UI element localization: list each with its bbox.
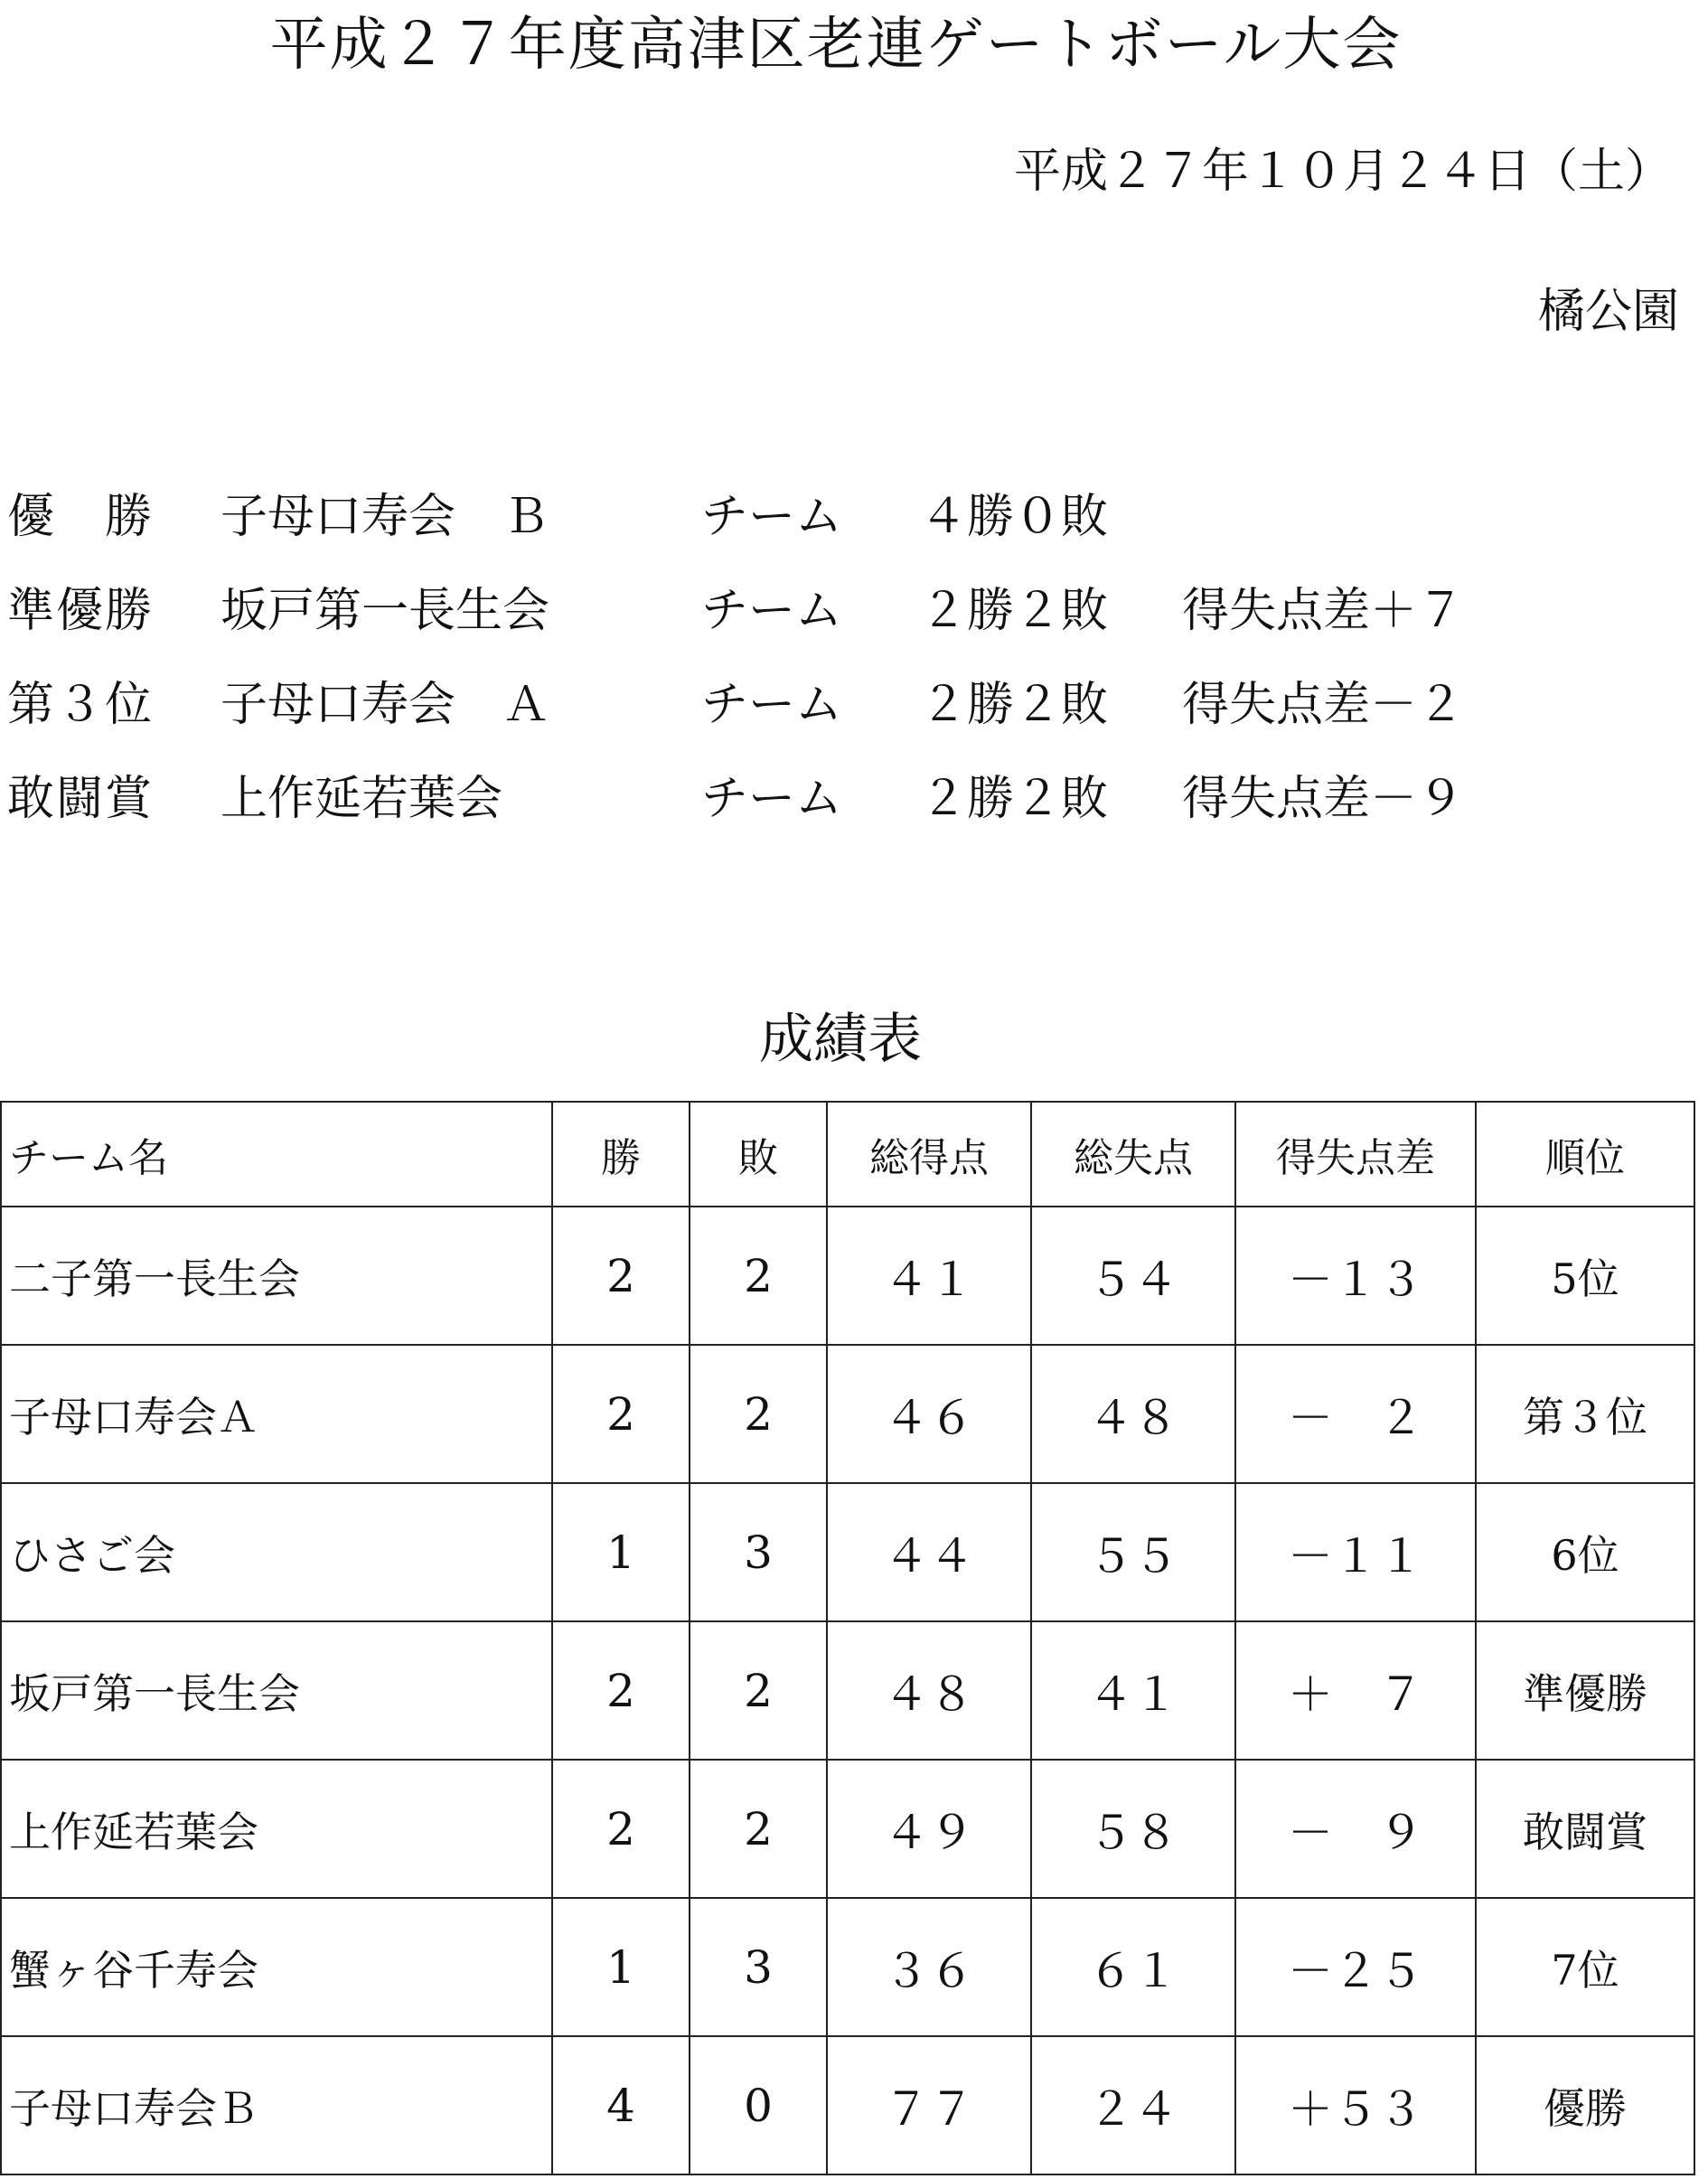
cell-team: 蟹ヶ谷千寿会: [1, 1898, 552, 2036]
award-row: [7, 470, 1688, 564]
table-row: [1, 1898, 1694, 2036]
award-row: [7, 658, 1688, 752]
cell-rank: 優勝: [1476, 2036, 1694, 2174]
award-diff: 得失点差－９: [1182, 772, 1465, 826]
award-team-class: チーム: [701, 772, 843, 826]
header-point-diff: 得失点差: [1235, 1102, 1476, 1207]
award-record: ２勝２敗: [920, 772, 1109, 826]
cell-points-for: ４９: [827, 1760, 1031, 1898]
award-record: ２勝２敗: [920, 678, 1109, 732]
table-row: [1, 1621, 1694, 1760]
cell-points-for: ３６: [827, 1898, 1031, 2036]
cell-point-diff: －１１: [1235, 1483, 1476, 1621]
table-header-row: [1, 1102, 1694, 1207]
award-team-class: チーム: [701, 678, 843, 732]
cell-losses: 3: [690, 1483, 827, 1621]
cell-losses: 0: [690, 2036, 827, 2174]
cell-points-for: ４８: [827, 1621, 1031, 1760]
cell-points-against: ４１: [1031, 1621, 1235, 1760]
cell-points-for: ７７: [827, 2036, 1031, 2174]
cell-points-for: ４４: [827, 1483, 1031, 1621]
cell-points-for: ４６: [827, 1345, 1031, 1483]
cell-points-against: ５４: [1031, 1207, 1235, 1345]
cell-wins: 2: [552, 1345, 690, 1483]
award-diff: 得失点差－２: [1182, 678, 1465, 732]
cell-rank: 第３位: [1476, 1345, 1694, 1483]
cell-losses: 2: [690, 1621, 827, 1760]
cell-team: 二子第一長生会: [1, 1207, 552, 1345]
cell-team: 子母口寿会Ａ: [1, 1345, 552, 1483]
event-date: 平成２７年１０月２４日（土）: [1013, 145, 1672, 199]
header-wins: 勝: [552, 1102, 690, 1207]
cell-point-diff: －１３: [1235, 1207, 1476, 1345]
award-rank: 第３位: [7, 678, 155, 732]
cell-wins: 2: [552, 1621, 690, 1760]
awards-list: [7, 470, 1688, 846]
cell-wins: 2: [552, 1760, 690, 1898]
cell-rank: 5位: [1476, 1207, 1694, 1345]
cell-team: 上作延若葉会: [1, 1760, 552, 1898]
cell-points-against: ５５: [1031, 1483, 1235, 1621]
cell-team: ひさご会: [1, 1483, 552, 1621]
cell-losses: 2: [690, 1345, 827, 1483]
award-record: ４勝０敗: [920, 490, 1109, 544]
cell-points-against: ６１: [1031, 1898, 1235, 2036]
table-row: [1, 1345, 1694, 1483]
cell-points-against: ２４: [1031, 2036, 1235, 2174]
award-record: ２勝２敗: [920, 584, 1109, 638]
document-title: 平成２７年度高津区老連ゲートボール大会: [269, 12, 1403, 79]
cell-wins: 4: [552, 2036, 690, 2174]
table-row: [1, 2036, 1694, 2174]
cell-points-against: ４８: [1031, 1345, 1235, 1483]
award-rank: 準優勝: [7, 584, 155, 638]
cell-wins: 2: [552, 1207, 690, 1345]
table-row: [1, 1760, 1694, 1898]
header-rank: 順位: [1476, 1102, 1694, 1207]
cell-point-diff: － ９: [1235, 1760, 1476, 1898]
results-table: [0, 1101, 1695, 2175]
cell-point-diff: ＋５３: [1235, 2036, 1476, 2174]
cell-team: 子母口寿会Ｂ: [1, 2036, 552, 2174]
cell-team: 坂戸第一長生会: [1, 1621, 552, 1760]
award-team: 子母口寿会 Ｂ: [221, 490, 550, 544]
award-team-class: チーム: [701, 584, 843, 638]
cell-rank: 敢闘賞: [1476, 1760, 1694, 1898]
award-team: 子母口寿会 Ａ: [221, 678, 550, 732]
cell-points-against: ５８: [1031, 1760, 1235, 1898]
cell-losses: 3: [690, 1898, 827, 2036]
cell-losses: 2: [690, 1207, 827, 1345]
cell-wins: 1: [552, 1898, 690, 2036]
cell-points-for: ４１: [827, 1207, 1031, 1345]
cell-rank: 6位: [1476, 1483, 1694, 1621]
header-points-for: 総得点: [827, 1102, 1031, 1207]
cell-point-diff: － ２: [1235, 1345, 1476, 1483]
award-rank: 敢闘賞: [7, 772, 155, 826]
cell-rank: 7位: [1476, 1898, 1694, 2036]
award-row: [7, 752, 1688, 846]
award-team-class: チーム: [701, 490, 843, 544]
header-losses: 敗: [690, 1102, 827, 1207]
cell-point-diff: ＋ ７: [1235, 1621, 1476, 1760]
award-rank: 優 勝: [7, 490, 155, 544]
award-team: 上作延若葉会: [221, 772, 503, 826]
cell-point-diff: －２５: [1235, 1898, 1476, 2036]
award-team: 坂戸第一長生会: [221, 584, 550, 638]
table-row: [1, 1207, 1694, 1345]
header-team-name: チーム名: [1, 1102, 552, 1207]
cell-rank: 準優勝: [1476, 1621, 1694, 1760]
header-points-against: 総失点: [1031, 1102, 1235, 1207]
cell-losses: 2: [690, 1760, 827, 1898]
table-row: [1, 1483, 1694, 1621]
table-title: 成績表: [759, 1008, 922, 1071]
cell-wins: 1: [552, 1483, 690, 1621]
event-venue: 橘公園: [1537, 285, 1679, 339]
award-row: [7, 564, 1688, 658]
award-diff: 得失点差＋７: [1182, 584, 1465, 638]
